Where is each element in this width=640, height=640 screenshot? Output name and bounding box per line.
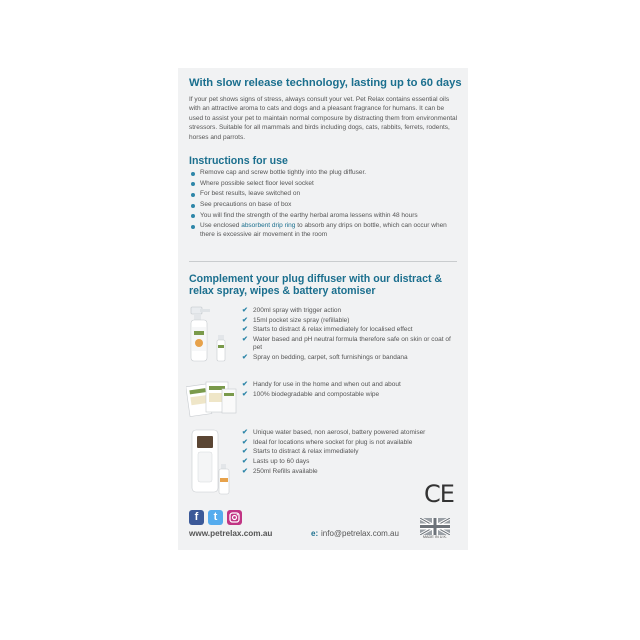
intro-paragraph: If your pet shows signs of stress, always consult your vet. Pet Relax contains essential oils with an attractive aroma to cats and dogs and a pleasant fragrance for humans. It can be used to assist your pet to maintain normal composure by distracting them from environmental stressors. Suitable for all mammals and birds including dogs, cats, rabbits, ferrets, rodents, horses and parrots.	[189, 96, 458, 141]
website-link[interactable]: www.petrelax.com.au	[189, 529, 273, 538]
instruction-item: Remove cap and screw bottle tightly into the plug diffuser.	[189, 169, 459, 177]
check-icon: ✔	[242, 336, 248, 344]
wipes-feature: ✔ Handy for use in the home and when out and about	[242, 381, 401, 388]
atomiser-feature: ✔ Unique water based, non aerosol, battery powered atomiser	[242, 429, 426, 436]
bullet-icon	[191, 225, 195, 229]
check-icon: ✔	[242, 458, 248, 466]
atomiser-feature: ✔ Starts to distract & relax immediately	[242, 448, 359, 456]
spray-feature: ✔ Water based and pH neutral formula therefore safe on skin or coat of pet	[242, 336, 451, 352]
check-icon: ✔	[242, 448, 248, 456]
instagram-icon[interactable]	[227, 510, 242, 525]
bullet-icon	[191, 172, 195, 176]
wipes-image	[186, 379, 238, 419]
bullet-icon	[191, 193, 195, 197]
instruction-item: See precautions on base of box	[189, 201, 459, 209]
instruction-item: For best results, leave switched on	[189, 190, 459, 198]
atomiser-features	[242, 429, 457, 477]
check-icon: ✔	[242, 307, 248, 314]
wipes-features	[242, 381, 457, 400]
spray-feature: ✔ 15ml pocket size spray (refillable)	[242, 316, 350, 324]
twitter-icon[interactable]: t	[208, 510, 223, 525]
spray-features	[242, 307, 457, 364]
spray-bottles-image	[188, 305, 238, 363]
atomiser-image	[188, 428, 238, 498]
spray-feature: ✔ Spray on bedding, carpet, soft furnishings or bandana	[242, 353, 408, 361]
drip-ring-highlight: absorbent drip ring	[241, 222, 296, 230]
check-icon: ✔	[242, 467, 248, 475]
ce-mark: CE	[424, 480, 454, 508]
wipes-feature: ✔ 100% biodegradable and compostable wipe	[242, 390, 380, 398]
facebook-icon[interactable]: f	[189, 510, 204, 525]
check-icon: ✔	[242, 353, 248, 361]
atomiser-feature: ✔ 250ml Refills available	[242, 467, 318, 475]
atomiser-feature: ✔ Lasts up to 60 days	[242, 458, 310, 466]
check-icon: ✔	[242, 326, 248, 334]
check-icon: ✔	[242, 316, 248, 324]
complement-title: Complement your plug diffuser with our distract & relax spray, wipes & battery atomiser	[189, 273, 443, 298]
check-icon: ✔	[242, 438, 248, 446]
bullet-icon	[191, 214, 195, 218]
instructions-title: Instructions for use	[189, 155, 288, 167]
instruction-item: Where possible select floor level socket	[189, 180, 459, 188]
headline: With slow release technology, lasting up to 60 days	[189, 77, 462, 89]
spray-feature: ✔ Starts to distract & relax immediately for localised effect	[242, 326, 413, 334]
instructions-list	[189, 169, 459, 241]
spray-feature: ✔ 200ml spray with trigger action	[242, 307, 342, 314]
bullet-icon	[191, 182, 195, 186]
instruction-item: You will find the strength of the earthy herbal aroma lessens within 48 hours	[189, 212, 459, 220]
made-in-uk-label: MADE IN U.K.	[422, 535, 448, 539]
check-icon: ✔	[242, 390, 248, 398]
product-box-back	[178, 68, 468, 550]
check-icon: ✔	[242, 429, 248, 436]
section-divider	[189, 261, 457, 262]
bullet-icon	[191, 204, 195, 208]
atomiser-feature: ✔ Ideal for locations where socket for plug is not available	[242, 438, 413, 446]
uk-flag-icon	[420, 518, 450, 535]
check-icon: ✔	[242, 381, 248, 388]
instruction-item: Use enclosed absorbent drip ring to absorb any drips on bottle, which can occur when there is excessive air movement in the room	[189, 222, 459, 239]
email-label: e:	[311, 529, 319, 538]
email-link[interactable]: info@petrelax.com.au	[321, 529, 399, 538]
